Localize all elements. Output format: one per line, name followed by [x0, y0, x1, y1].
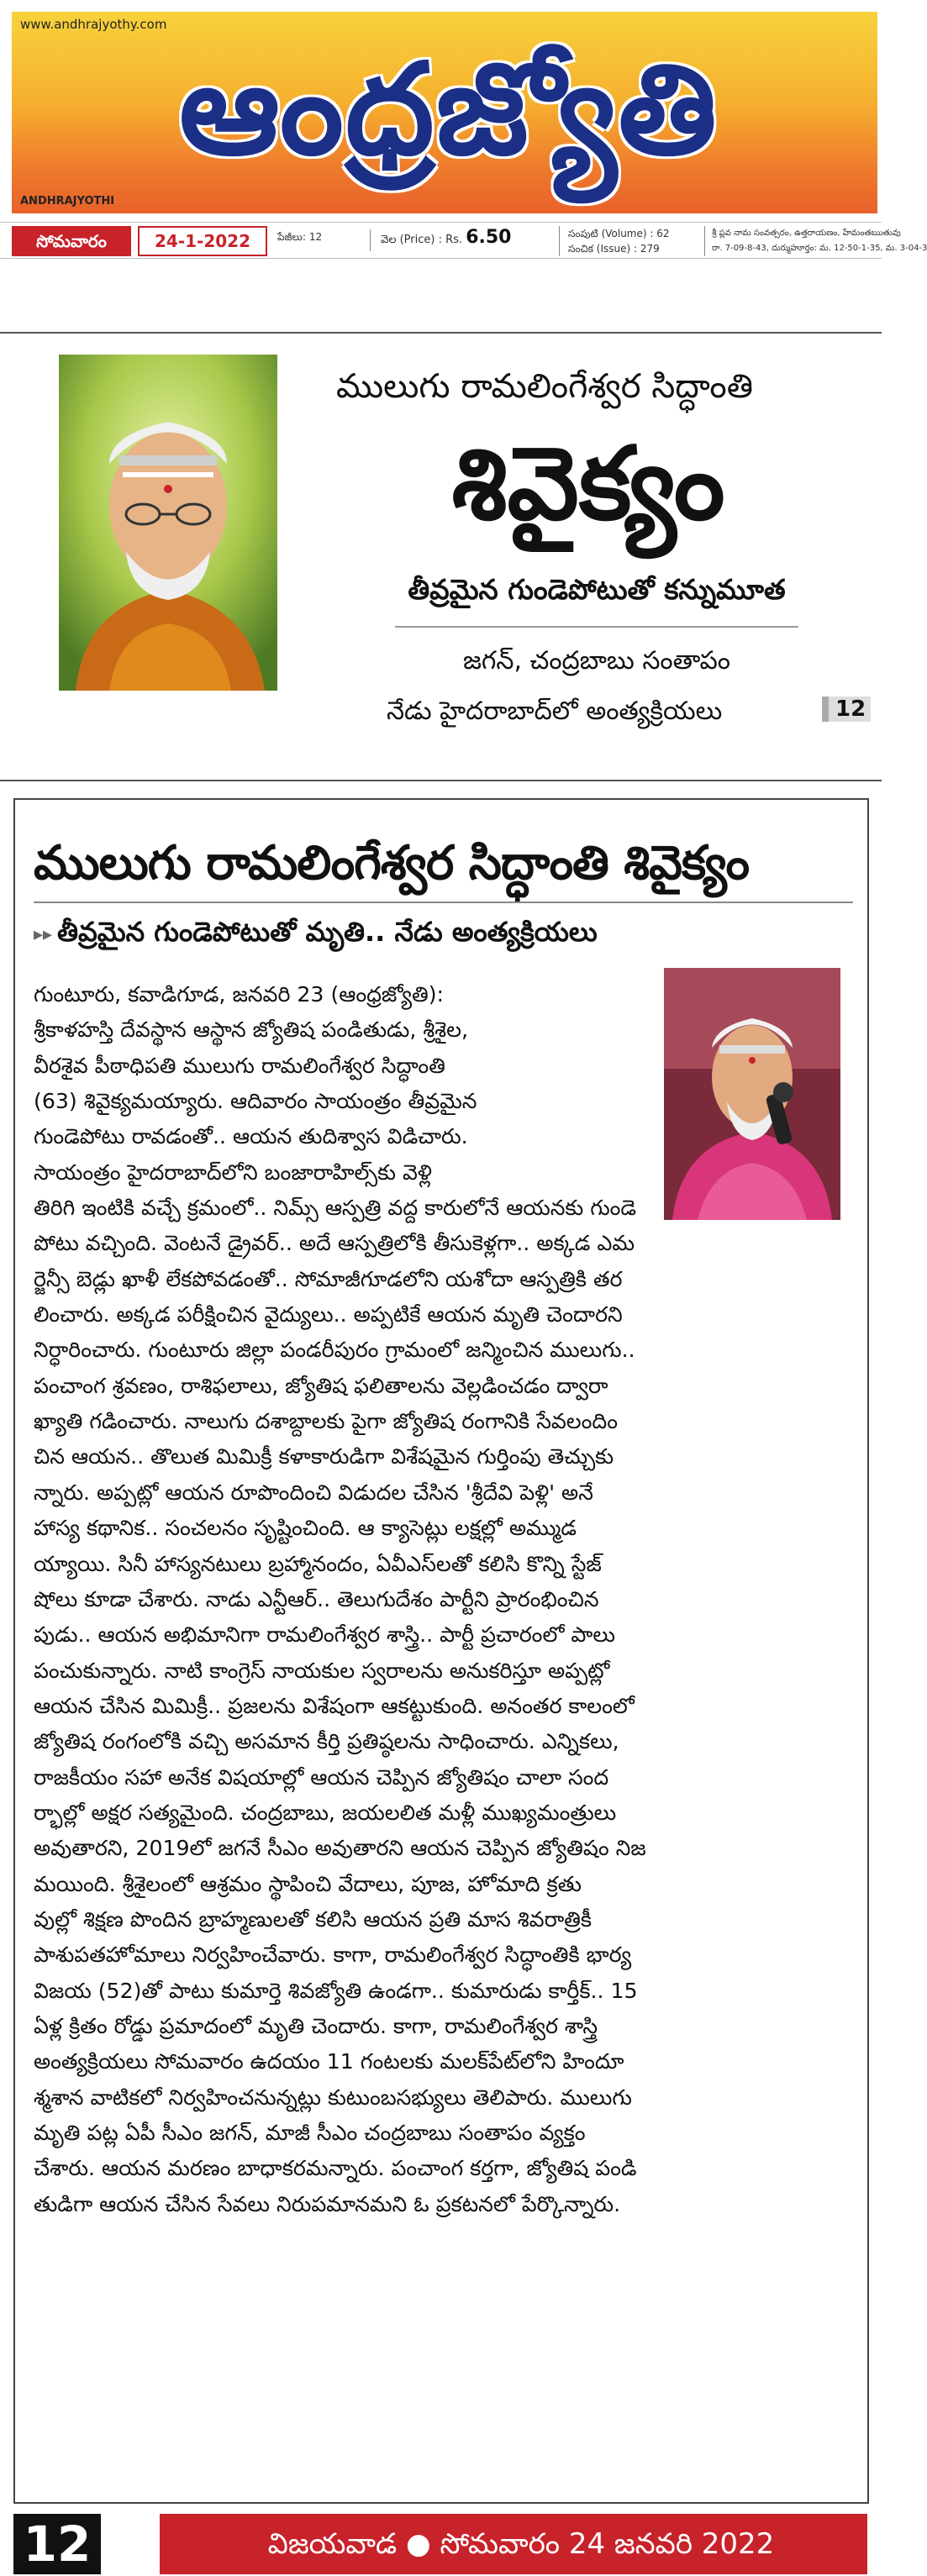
- body-line: తుడిగా ఆయన చేసిన సేవలు నిరుపమానమని ఓ ప్రకటనలో పేర్కొన్నారు.: [34, 2191, 621, 2216]
- body-line: పాశుపతహోమాలు నిర్వహించేవారు. కాగా, రామలింగేశ్వర సిద్ధాంతికి భార్య: [34, 1943, 632, 1968]
- body-line: పుడు.. ఆయన అభిమానిగా రామలింగేశ్వర శాస్త్రి.. పార్టీ ప్రచారంలో పాలు: [34, 1622, 615, 1648]
- page-footer: [0, 2507, 882, 2576]
- body-line: ఏళ్ల క్రితం రోడ్డు ప్రమాదంలో మృతి చెందారు. కాగా, రామలింగేశ్వర శాస్త్రి: [34, 2013, 598, 2038]
- teaser-kicker: ములుగు రామలింగేశ్వర సిద్ధాంతి: [336, 367, 753, 406]
- body-line: పోటు వచ్చింది. వెంటనే డ్రైవర్‌.. అదే ఆస్పత్రిలోకి తీసుకెళ్లగా.. అక్కడ ఎమ: [34, 1231, 635, 1256]
- issue: సంచిక (Issue) : 279: [568, 243, 660, 255]
- body-line: శ్మశాన వాటికలో నిర్వహించనున్నట్లు కుటుంబసభ్యులు తెలిపారు. ములుగు: [34, 2084, 632, 2110]
- page-count: పేజీలు: 12: [277, 231, 323, 243]
- masthead-banner: [12, 12, 877, 213]
- body-line: వుల్లో శిక్షణ పొందిన బ్రాహ్మణులతో కలిసి ఆయన ప్రతి మాస శివరాత్రికీ: [34, 1906, 593, 1932]
- body-line: ఆయన చేసిన మిమిక్రీ.. ప్రజలను విశేషంగా ఆకట్టుకుంది. అనంతర కాలంలో: [34, 1693, 635, 1718]
- body-line: మృతి పట్ల ఏపీ సీఎం జగన్‌, మాజీ సీఎం చంద్రబాబు సంతాపం వ్యక్తం: [34, 2121, 586, 2145]
- teaser-subhead-1: తీవ్రమైన గుండెపోటుతో కన్నుమూత: [408, 573, 786, 606]
- volume: సంపుటి (Volume) : 62: [568, 228, 670, 239]
- body-line: గుండెపోటు రావడంతో.. ఆయన తుదిశ్వాస విడిచారు.: [34, 1124, 468, 1149]
- price-label: వెల (Price) : Rs.: [381, 234, 463, 246]
- body-line: న్నారు. అప్పట్లో ఆయన రూపొందించి విడుదల చేసిన 'శ్రీదేవి పెళ్లి' అనే: [34, 1480, 593, 1505]
- article-deck: తీవ్రమైన గుండెపోటుతో మృతి.. నేడు అంత్యక్రియలు: [57, 916, 598, 948]
- body-line: అవుతారని, 2019లో జగనే సీఎం అవుతారని ఆయన చెప్పిన జ్యోతిషం నిజ: [34, 1836, 646, 1861]
- body-line: అంత్యక్రియలు సోమవారం ఉదయం 11 గంటలకు మలక్‌పేట్‌లోని హిందూ: [34, 2049, 624, 2074]
- newspaper-logo: ఆంధ్రజ్యోతి: [179, 37, 719, 183]
- body-line: ర్జెన్సీ బెడ్లు ఖాళీ లేకపోవడంతో.. సోమాజీగూడలోని యశోదా ఆస్పత్రికి తర: [34, 1266, 623, 1291]
- body-line: (63) శివైక్యమయ్యారు. ఆదివారం సాయంత్రం తీవ్రమైన: [34, 1089, 477, 1114]
- panchangam-line-2: రా. 7-09-8-43, దుర్ముహూర్తం: మ. 12-50-1-35, మ. 3-04-3: [712, 244, 927, 253]
- newspaper-caption: ANDHRAJYOTHI: [20, 195, 115, 208]
- edition-date: 24-1-2022: [138, 226, 267, 256]
- footer-dateline: విజయవాడ ● సోమవారం 24 జనవరి 2022: [267, 2527, 775, 2561]
- article: [0, 798, 882, 2576]
- volume-issue: [559, 226, 670, 256]
- body-line: జ్యోతిష రంగంలోకి వచ్చి అసమాన కీర్తి ప్రతిష్ఠలను సాధించారు. ఎన్నికలు,: [34, 1729, 619, 1754]
- siddhanti-portrait-photo: [59, 355, 277, 691]
- panchangam-line-1: శ్రీ ప్లవ నామ సంవత్సరం, ఉత్తరాయణం, హేమంతఋతువు: [712, 229, 901, 238]
- site-url[interactable]: www.andhrajyothy.com: [20, 17, 167, 32]
- body-line: షోలు కూడా చేశారు. నాడు ఎన్టీఆర్‌.. తెలుగుదేశం పార్టీని ప్రారంభించిన: [34, 1586, 599, 1611]
- double-chevron-right-icon: ▸▸: [34, 924, 53, 945]
- page-number: 12: [13, 2514, 101, 2574]
- body-line: పంచుకున్నారు. నాటి కాంగ్రెస్‌ నాయకుల స్వరాలను అనుకరిస్తూ అప్పట్లో: [34, 1658, 610, 1683]
- body-line: సాయంత్రం హైదరాబాద్‌లోని బంజారాహిల్స్‌కు వెళ్లి: [34, 1159, 432, 1185]
- panchangam: [704, 226, 927, 256]
- body-line: విజయ (52)తో పాటు కుమార్తె శివజ్యోతి ఉండగా.. కుమారుడు కార్తీక్‌.. 15: [34, 1978, 638, 2003]
- body-line: తిరిగి ఇంటికి వచ్చే క్రమంలో.. నిమ్స్‌ ఆస్పత్రి వద్ద కారులోనే ఆయనకు గుండె: [34, 1196, 637, 1221]
- body-line: హాస్య కథానిక.. సంచలనం సృష్టించింది. ఆ క్యాసెట్లు లక్షల్లో అమ్ముడ: [34, 1516, 577, 1541]
- teaser-subhead-3: నేడు హైదరాబాద్‌లో అంత్యక్రియలు: [387, 697, 723, 726]
- edition-day: సోమవారం: [12, 226, 131, 256]
- front-teaser: [0, 332, 882, 781]
- article-body: [34, 977, 851, 2222]
- body-line: నిర్ధారించారు. గుంటూరు జిల్లా పండరీపురం గ్రామంలో జన్మించిన ములుగు..: [34, 1338, 635, 1363]
- body-line: లించారు. అక్కడ పరీక్షించిన వైద్యులు.. అప్పటికే ఆయన మృతి చెందారని: [34, 1302, 623, 1327]
- divider: [34, 902, 853, 903]
- price-block: [370, 229, 511, 251]
- body-line: వీరశైవ పీఠాధిపతి ములుగు రామలింగేశ్వర సిద్ధాంతి: [34, 1053, 445, 1078]
- body-line: చిన ఆయన.. తొలుత మిమిక్రీ కళాకారుడిగా విశేషమైన గుర్తింపు తెచ్చుకు: [34, 1444, 614, 1469]
- body-line: పంచాంగ శ్రవణం, రాశిఫలాలు, జ్యోతిష ఫలితాలను వెల్లడించడం ద్వారా: [34, 1373, 608, 1398]
- body-line: ఖ్యాతి గడించారు. నాలుగు దశాబ్దాలకు పైగా జ్యోతిష రంగానికి సేవలందిం: [34, 1409, 618, 1434]
- divider: [395, 626, 798, 628]
- teaser-headline: శివైక్యం: [451, 426, 725, 543]
- body-line: గుంటూరు, కవాడిగూడ, జనవరి 23 (ఆంధ్రజ్యోతి):: [34, 982, 445, 1007]
- article-headline: ములుగు రామలింగేశ్వర సిద్ధాంతి శివైక్యం: [34, 836, 749, 891]
- body-line: చేశారు. ఆయన మరణం బాధాకరమన్నారు. పంచాంగ కర్తగా, జ్యోతిష పండి: [34, 2156, 637, 2181]
- price-value: 6.50: [466, 227, 512, 248]
- body-line: య్యాయి. సినీ హాస్యనటులు బ్రహ్మానందం, ఏవీఎస్‌లతో కలిసి కొన్ని స్టేజ్‌: [34, 1551, 602, 1576]
- body-line: మయింది. శ్రీశైలంలో ఆశ్రమం స్థాపించి వేదాలు, పూజ, హోమాది క్రతు: [34, 1871, 582, 1896]
- edition-strip: [0, 222, 927, 259]
- body-line: ర్భాల్లో అక్షర సత్యమైంది. చంద్రబాబు, జయలలిత మళ్లీ ముఖ్యమంత్రులు: [34, 1800, 617, 1825]
- body-line: రాజకీయం సహా అనేక విషయాల్లో ఆయన చెప్పిన జ్యోతిషం చాలా సంద: [34, 1764, 609, 1790]
- masthead: [0, 0, 927, 259]
- body-line: శ్రీకాళహస్తి దేవస్థాన ఆస్థాన జ్యోతిష పండితుడు, శ్రీశైల,: [34, 1017, 468, 1043]
- page-reference-badge[interactable]: 12: [822, 697, 871, 722]
- teaser-subhead-2: జగన్‌, చంద్రబాబు సంతాపం: [463, 646, 730, 676]
